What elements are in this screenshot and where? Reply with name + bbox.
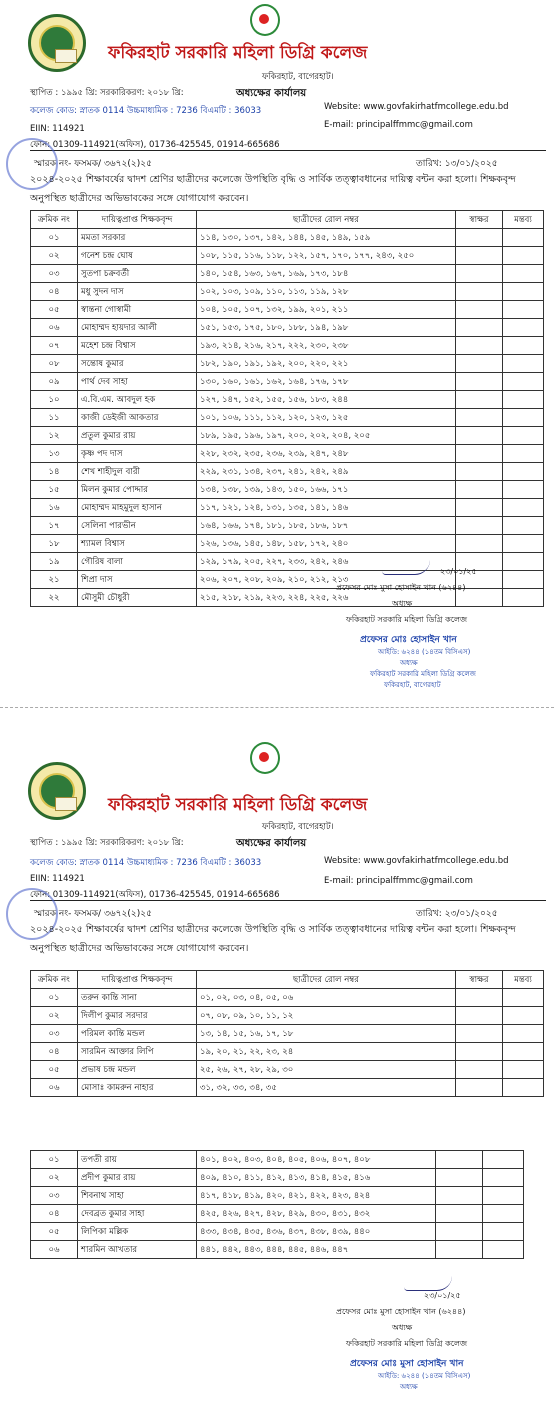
notice-intro: ২০২৪-২০২৫ শিক্ষাবর্ষের দ্বাদশ শ্রেণির ছাত্রীদের কলেজে উপস্থিতি বৃদ্ধি ও সার্বিক তত্ত্বাবধানের দায়িত্ব বন্টন করা হলো। শিক্ষকবৃন্দ অনুপস্থিত ছাত্রীদের অভিভাবকের সঙ্গে যোগাযোগ করবেন। bbox=[30, 174, 516, 204]
cell-signature bbox=[456, 247, 503, 265]
table-body bbox=[31, 229, 544, 607]
cell-signature bbox=[456, 319, 503, 337]
cell-serial: ১২ bbox=[31, 427, 78, 445]
cell-signature bbox=[436, 1223, 483, 1241]
cell-serial: ০৮ bbox=[31, 355, 78, 373]
cell-signature bbox=[456, 481, 503, 499]
signature bbox=[382, 560, 430, 575]
table-row bbox=[31, 1241, 524, 1259]
cell-serial: ০৪ bbox=[31, 1205, 78, 1223]
cell-teacher: সন্তোষ কুমার bbox=[78, 355, 197, 373]
office-label: অধ্যক্ষের কার্যালয় bbox=[236, 88, 307, 99]
table-row bbox=[31, 1061, 544, 1079]
cell-signature bbox=[456, 337, 503, 355]
col-remark: মন্তব্য bbox=[503, 211, 544, 229]
cell-serial: ১৩ bbox=[31, 445, 78, 463]
cell-rolls: ১৫১, ১৫৩, ১৭৫, ১৮০, ১৮৮, ১৯৪, ১৯৮ bbox=[197, 319, 456, 337]
cell-rolls: ১০৮, ১১৫, ১১৬, ১১৮, ১২২, ১৫৭, ১৭০, ১৭৭, ২৪৩, ২৫০ bbox=[197, 247, 456, 265]
cell-serial: ১০ bbox=[31, 391, 78, 409]
cell-serial: ০৩ bbox=[31, 1025, 78, 1043]
cell-signature bbox=[456, 355, 503, 373]
table-body bbox=[31, 989, 544, 1097]
cell-serial: ১৮ bbox=[31, 535, 78, 553]
cell-teacher: শিপ্রা দাস bbox=[78, 571, 197, 589]
cell-signature bbox=[436, 1187, 483, 1205]
cell-signature bbox=[456, 409, 503, 427]
memo-number: স্মারক নং- ফসমক/ ৩৬৭২(২)২৫ bbox=[34, 909, 152, 919]
cell-remark bbox=[503, 445, 544, 463]
table-row bbox=[31, 517, 544, 535]
cell-teacher: শিবনাথ সাহা bbox=[78, 1187, 197, 1205]
col-rolls: ছাত্রীদের রোল নম্বর bbox=[197, 971, 456, 989]
cell-rolls: ৩১, ৩২, ৩৩, ৩৪, ৩৫ bbox=[197, 1079, 456, 1097]
cell-rolls: ৪০৯, ৪১০, ৪১১, ৪১২, ৪১৩, ৪১৪, ৪১৫, ৪১৬ bbox=[197, 1169, 436, 1187]
cell-rolls: ১২৭, ১৪৭, ১৫২, ১৫৫, ১৫৬, ১৮৩, ২৪৪ bbox=[197, 391, 456, 409]
cell-rolls: ৪১৭, ৪১৮, ৪১৯, ৪২০, ৪২১, ৪২২, ৪২৩, ৪২৪ bbox=[197, 1187, 436, 1205]
table-row bbox=[31, 1025, 544, 1043]
table-row bbox=[31, 589, 544, 607]
table-row bbox=[31, 481, 544, 499]
cell-serial: ০৬ bbox=[31, 319, 78, 337]
cell-rolls: ১২৬, ১৩৬, ১৪৫, ১৪৮, ১৫৮, ১৭২, ২৪০ bbox=[197, 535, 456, 553]
cell-teacher: প্রভাষ চন্দ্র মন্ডল bbox=[78, 1061, 197, 1079]
cell-serial: ০২ bbox=[31, 1169, 78, 1187]
cell-rolls: ১৯, ২০, ২১, ২২, ২৩, ২৪ bbox=[197, 1043, 456, 1061]
page-separator bbox=[0, 700, 554, 716]
notice-page-1 bbox=[0, 0, 554, 700]
table-row bbox=[31, 1151, 524, 1169]
cell-teacher: গনেশ চন্দ্র ঘোষ bbox=[78, 247, 197, 265]
cell-remark bbox=[503, 301, 544, 319]
college-codes: কলেজ কোড: স্নাতক 0114 উচ্চমাধ্যমিক : 7236 বিএমটি : 36033 bbox=[30, 858, 262, 868]
cell-signature bbox=[456, 1007, 503, 1025]
cell-signature bbox=[436, 1205, 483, 1223]
cell-serial: ১৪ bbox=[31, 463, 78, 481]
cell-teacher: মধু সুদন দাস bbox=[78, 283, 197, 301]
cell-remark bbox=[503, 373, 544, 391]
cell-signature bbox=[436, 1151, 483, 1169]
cell-remark bbox=[503, 283, 544, 301]
cell-teacher: তরুন কান্তি সানা bbox=[78, 989, 197, 1007]
notice-date: তারিখ: ১৩/০১/২০২৫ bbox=[416, 159, 498, 169]
cell-teacher: শ্যামল বিশ্বাস bbox=[78, 535, 197, 553]
cell-rolls: ২২৯, ২৩১, ১৩৪, ২৩৭, ২৪১, ২৪২, ২৪৯ bbox=[197, 463, 456, 481]
cell-remark bbox=[503, 571, 544, 589]
col-teacher: দায়িত্বপ্রাপ্ত শিক্ষকবৃন্দ bbox=[78, 971, 197, 989]
cell-signature bbox=[456, 535, 503, 553]
cell-remark bbox=[503, 355, 544, 373]
assignment-table bbox=[30, 970, 544, 1097]
table-row bbox=[31, 445, 544, 463]
signatory-org: ফকিরহাট সরকারি মহিলা ডিগ্রি কলেজ bbox=[346, 1339, 468, 1348]
college-logo bbox=[28, 762, 86, 820]
eiin: EIIN: 114921 bbox=[30, 124, 85, 134]
col-rolls: ছাত্রীদের রোল নম্বর bbox=[197, 211, 456, 229]
table-row bbox=[31, 391, 544, 409]
email: E-mail: principalffmmc@gmail.com bbox=[324, 120, 473, 130]
cell-remark bbox=[503, 1061, 544, 1079]
college-name: ফকিরহাট সরকারি মহিলা ডিগ্রি কলেজ bbox=[108, 795, 368, 815]
college-logo bbox=[28, 14, 86, 72]
cell-serial: ০৯ bbox=[31, 373, 78, 391]
cell-teacher: মোসাঃ কামরুন নাহার bbox=[78, 1079, 197, 1097]
cell-remark bbox=[503, 265, 544, 283]
cell-teacher: শারমিন আখতার bbox=[78, 1241, 197, 1259]
seal-line-3: ফকিরহাট সরকারি মহিলা ডিগ্রি কলেজ bbox=[370, 670, 476, 678]
cell-teacher: প্রদীপ কুমার রায় bbox=[78, 1169, 197, 1187]
table-row bbox=[31, 1007, 544, 1025]
cell-remark bbox=[503, 499, 544, 517]
cell-serial: ১১ bbox=[31, 409, 78, 427]
table-row bbox=[31, 1079, 544, 1097]
cell-teacher: পার্থ দেব সাহা bbox=[78, 373, 197, 391]
cell-signature bbox=[456, 463, 503, 481]
table-row bbox=[31, 427, 544, 445]
seal-line-1: আইডি: ৬২৪৪ (১৪তম বিসিএস) bbox=[378, 1372, 471, 1380]
table-row bbox=[31, 355, 544, 373]
cell-remark bbox=[503, 989, 544, 1007]
cell-teacher: দিলীপ কুমার সরদার bbox=[78, 1007, 197, 1025]
table-row bbox=[31, 1169, 524, 1187]
cell-rolls: ১৯৩, ২১৪, ২১৬, ২১৭, ২২২, ২৩০, ২৩৮ bbox=[197, 337, 456, 355]
header-divider bbox=[30, 900, 546, 901]
signatory-org: ফকিরহাট সরকারি মহিলা ডিগ্রি কলেজ bbox=[346, 615, 468, 624]
assignment-table-extra bbox=[30, 1150, 524, 1259]
cell-teacher: কৃষ্ণ পদ দাস bbox=[78, 445, 197, 463]
table-row bbox=[31, 1205, 524, 1223]
cell-rolls: ১৮২, ১৯০, ১৯১, ১৯২, ২০০, ২২০, ২২১ bbox=[197, 355, 456, 373]
cell-rolls: ১১৭, ১২১, ১২৪, ১৩১, ১৩৫, ১৪১, ১৪৬ bbox=[197, 499, 456, 517]
cell-rolls: ১০১, ১০৬, ১১১, ১১২, ১২০, ১২৩, ১২৫ bbox=[197, 409, 456, 427]
cell-signature bbox=[456, 229, 503, 247]
col-remark: মন্তব্য bbox=[503, 971, 544, 989]
memo-number: স্মারক নং- ফসমক/ ৩৬৭২(২)২৫ bbox=[34, 159, 152, 169]
cell-remark bbox=[483, 1169, 524, 1187]
government-emblem bbox=[250, 4, 280, 36]
col-sign: স্বাক্ষর bbox=[456, 211, 503, 229]
cell-rolls: ৪২৫, ৪২৬, ৪২৭, ৪২৮, ৪২৯, ৪৩০, ৪৩১, ৪৩২ bbox=[197, 1205, 436, 1223]
cell-serial: ২১ bbox=[31, 571, 78, 589]
college-name: ফকিরহাট সরকারি মহিলা ডিগ্রি কলেজ bbox=[108, 43, 368, 63]
cell-rolls: ১৩৪, ১৩৮, ১৩৯, ১৪৩, ১৫০, ১৬৬, ১৭১ bbox=[197, 481, 456, 499]
header-divider bbox=[30, 150, 546, 151]
cell-serial: ০৭ bbox=[31, 337, 78, 355]
cell-teacher: মমতা সরকার bbox=[78, 229, 197, 247]
college-location: ফকিরহাট, বাগেরহাট। bbox=[262, 822, 334, 832]
col-sign: স্বাক্ষর bbox=[456, 971, 503, 989]
phone: ফোন: 01309-114921(অফিস), 01736-425545, 01914-665686 bbox=[30, 140, 280, 150]
established-info: স্থাপিত : ১৯৯৫ খ্রি: সরকারিকরণ: ২০১৮ খ্রি: bbox=[30, 88, 184, 98]
cell-remark bbox=[503, 463, 544, 481]
signature bbox=[404, 1276, 452, 1291]
signature-date: ২৩/০১/২৫ bbox=[424, 1291, 461, 1300]
seal-line-2: অধ্যক্ষ bbox=[400, 1383, 418, 1391]
signatory-title: অধ্যক্ষ bbox=[392, 599, 413, 608]
cell-remark bbox=[503, 229, 544, 247]
cell-remark bbox=[503, 1043, 544, 1061]
cell-serial: ২২ bbox=[31, 589, 78, 607]
cell-serial: ০৩ bbox=[31, 1187, 78, 1205]
table-row bbox=[31, 1043, 544, 1061]
cell-teacher: মোহাম্মদ হায়দার আলী bbox=[78, 319, 197, 337]
cell-teacher: এ.বি.এম. আবদুল হক bbox=[78, 391, 197, 409]
cell-signature bbox=[456, 301, 503, 319]
cell-rolls: ১৩০, ১৬০, ১৬১, ১৬২, ১৬৪, ১৭৬, ১৭৮ bbox=[197, 373, 456, 391]
cell-serial: ০২ bbox=[31, 247, 78, 265]
cell-remark bbox=[503, 1007, 544, 1025]
cell-signature bbox=[456, 1025, 503, 1043]
seal-line-2: অধ্যক্ষ bbox=[400, 659, 418, 667]
cell-rolls: ১১৪, ১৩০, ১৩৭, ১৪২, ১৪৪, ১৪৫, ১৪৯, ১৫৯ bbox=[197, 229, 456, 247]
cell-remark bbox=[503, 481, 544, 499]
cell-remark bbox=[483, 1205, 524, 1223]
cell-signature bbox=[456, 499, 503, 517]
table-header-row bbox=[31, 971, 544, 989]
cell-rolls: ৪৩৩, ৪৩৪, ৪৩৫, ৪৩৬, ৪৩৭, ৪৩৮, ৪৩৯, ৪৪০ bbox=[197, 1223, 436, 1241]
cell-serial: ০২ bbox=[31, 1007, 78, 1025]
cell-teacher: দেবব্রত কুমার সাহা bbox=[78, 1205, 197, 1223]
cell-rolls: ০১, ০২, ০৩, ০৪, ০৫, ০৬ bbox=[197, 989, 456, 1007]
cell-remark bbox=[503, 247, 544, 265]
cell-signature bbox=[456, 1043, 503, 1061]
cell-teacher: মিলন কুমার পোদ্দার bbox=[78, 481, 197, 499]
website: Website: www.govfakirhatfmcollege.edu.bd bbox=[324, 856, 509, 866]
table-row bbox=[31, 301, 544, 319]
cell-remark bbox=[503, 337, 544, 355]
cell-serial: ১৯ bbox=[31, 553, 78, 571]
cell-serial: ১৭ bbox=[31, 517, 78, 535]
eiin: EIIN: 114921 bbox=[30, 874, 85, 884]
signature-date: ২৩/০১/২৫ bbox=[440, 567, 477, 576]
cell-signature bbox=[456, 283, 503, 301]
table-row bbox=[31, 989, 544, 1007]
signatory-name: প্রফেসর মোঃ মুসা হোসাইন খান (৬২৪৪) bbox=[336, 583, 466, 592]
cell-teacher: মোহাম্মদ মাহমুদুল হাসান bbox=[78, 499, 197, 517]
table-row bbox=[31, 283, 544, 301]
cell-signature bbox=[456, 1061, 503, 1079]
notice-intro: ২০২৪-২০২৫ শিক্ষাবর্ষের দ্বাদশ শ্রেণির ছাত্রীদের কলেজে উপস্থিতি বৃদ্ধি ও সার্বিক তত্ত্বাবধানের দায়িত্ব বন্টন করা হলো। শিক্ষকবৃন্দ অনুপস্থিত ছাত্রীদের অভিভাবকের সঙ্গে যোগাযোগ করবেন। bbox=[30, 924, 516, 954]
cell-signature bbox=[456, 989, 503, 1007]
table-row bbox=[31, 247, 544, 265]
cell-rolls: ১৮৯, ১৯৫, ১৯৬, ১৯৭, ২০০, ২০২, ২০৪, ২০৫ bbox=[197, 427, 456, 445]
cell-teacher: পরিমল কান্তি মন্ডল bbox=[78, 1025, 197, 1043]
assignment-table bbox=[30, 210, 544, 607]
table-row bbox=[31, 535, 544, 553]
cell-serial: ০৫ bbox=[31, 1061, 78, 1079]
established-info: স্থাপিত : ১৯৯৫ খ্রি: সরকারিকরণ: ২০১৮ খ্রি: bbox=[30, 838, 184, 848]
cell-signature bbox=[456, 427, 503, 445]
cell-serial: ০৩ bbox=[31, 265, 78, 283]
cell-teacher: সারমিন আক্তার লিপি bbox=[78, 1043, 197, 1061]
col-serial: ক্রমিক নং bbox=[31, 971, 78, 989]
cell-teacher: তপতী রায় bbox=[78, 1151, 197, 1169]
table-row bbox=[31, 1223, 524, 1241]
cell-remark bbox=[503, 589, 544, 607]
cell-remark bbox=[503, 535, 544, 553]
table-row bbox=[31, 373, 544, 391]
cell-teacher: স্বান্তনা গোস্বামী bbox=[78, 301, 197, 319]
seal-name: প্রফেসর মোঃ মুসা হোসাইন খান bbox=[350, 1359, 464, 1369]
table-row bbox=[31, 463, 544, 481]
cell-serial: ১৬ bbox=[31, 499, 78, 517]
cell-remark bbox=[503, 427, 544, 445]
cell-rolls: ২৫, ২৬, ২৭, ২৮, ২৯, ৩০ bbox=[197, 1061, 456, 1079]
cell-rolls: ৪০১, ৪০২, ৪০৩, ৪০৪, ৪০৫, ৪০৬, ৪০৭, ৪০৮ bbox=[197, 1151, 436, 1169]
cell-signature bbox=[456, 391, 503, 409]
cell-rolls: ১৬৪, ১৬৬, ১৭৪, ১৮১, ১৮৫, ১৮৬, ১৮৭ bbox=[197, 517, 456, 535]
cell-remark bbox=[503, 391, 544, 409]
government-emblem bbox=[250, 742, 280, 774]
cell-signature bbox=[456, 1079, 503, 1097]
college-location: ফকিরহাট, বাগেরহাট। bbox=[262, 72, 334, 82]
cell-signature bbox=[436, 1241, 483, 1259]
cell-serial: ০৪ bbox=[31, 283, 78, 301]
cell-remark bbox=[483, 1241, 524, 1259]
seal-line-1: আইডি: ৬২৪৪ (১৪তম বিসিএস) bbox=[378, 648, 471, 656]
table-body bbox=[31, 1151, 524, 1259]
seal-line-4: ফকিরহাট, বাগেরহাট bbox=[384, 681, 441, 689]
cell-remark bbox=[503, 553, 544, 571]
cell-serial: ০১ bbox=[31, 229, 78, 247]
signatory-title: অধ্যক্ষ bbox=[392, 1323, 413, 1332]
table-row bbox=[31, 265, 544, 283]
cell-rolls: ৪৪১, ৪৪২, ৪৪৩, ৪৪৪, ৪৪৫, ৪৪৬, ৪৪৭ bbox=[197, 1241, 436, 1259]
cell-rolls: ১০২, ১০৩, ১০৯, ১১০, ১১৩, ১১৯, ১২৮ bbox=[197, 283, 456, 301]
cell-rolls: ১৪০, ১৫৪, ১৬৩, ১৬৭, ১৬৯, ১৭৩, ১৮৪ bbox=[197, 265, 456, 283]
table-row bbox=[31, 1187, 524, 1205]
cell-serial: ০৬ bbox=[31, 1241, 78, 1259]
cell-remark bbox=[503, 1079, 544, 1097]
cell-teacher: শেখ শাহীদুল বারী bbox=[78, 463, 197, 481]
cell-signature bbox=[456, 445, 503, 463]
cell-teacher: মহেশ চন্দ্র বিশ্বাস bbox=[78, 337, 197, 355]
cell-signature bbox=[436, 1169, 483, 1187]
cell-serial: ১৫ bbox=[31, 481, 78, 499]
cell-serial: ০৫ bbox=[31, 301, 78, 319]
col-serial: ক্রমিক নং bbox=[31, 211, 78, 229]
notice-date: তারিখ: ২৩/০১/২০২৫ bbox=[416, 909, 498, 919]
cell-rolls: ১২৯, ১৭৯, ২০৫, ২২৭, ২৩৩, ২৪২, ২৪৬ bbox=[197, 553, 456, 571]
cell-rolls: ২০৬, ২০৭, ২০৮, ২০৯, ২১০, ২১২, ২১৩ bbox=[197, 571, 456, 589]
cell-serial: ০৬ bbox=[31, 1079, 78, 1097]
email: E-mail: principalffmmc@gmail.com bbox=[324, 876, 473, 886]
notice-page-2 bbox=[0, 716, 554, 1412]
cell-teacher: প্রতুল কুমার রায় bbox=[78, 427, 197, 445]
cell-signature bbox=[456, 265, 503, 283]
college-codes: কলেজ কোড: স্নাতক 0114 উচ্চমাধ্যমিক : 7236 বিএমটি : 36033 bbox=[30, 106, 262, 116]
cell-rolls: ১৩, ১৪, ১৫, ১৬, ১৭, ১৮ bbox=[197, 1025, 456, 1043]
cell-serial: ০১ bbox=[31, 1151, 78, 1169]
cell-remark bbox=[503, 517, 544, 535]
cell-serial: ০৪ bbox=[31, 1043, 78, 1061]
cell-rolls: ১০৪, ১০৫, ১০৭, ১৩২, ১৯৯, ২০১, ২১১ bbox=[197, 301, 456, 319]
cell-teacher: লিপিকা মল্লিক bbox=[78, 1223, 197, 1241]
cell-rolls: ২২৮, ২৩২, ২৩৫, ২৩৬, ২৩৯, ২৪৭, ২৪৮ bbox=[197, 445, 456, 463]
table-header-row bbox=[31, 211, 544, 229]
table-row bbox=[31, 229, 544, 247]
cell-teacher: কাজী ডেইজী আকতার bbox=[78, 409, 197, 427]
cell-remark bbox=[483, 1187, 524, 1205]
table-row bbox=[31, 499, 544, 517]
website: Website: www.govfakirhatfmcollege.edu.bd bbox=[324, 102, 509, 112]
seal-name: প্রফেসর মোঃ হোসাইন খান bbox=[360, 635, 457, 645]
cell-remark bbox=[503, 409, 544, 427]
cell-teacher: গৌরিষ বালা bbox=[78, 553, 197, 571]
cell-teacher: মৌসুমী চৌধুরী bbox=[78, 589, 197, 607]
cell-signature bbox=[456, 373, 503, 391]
table-row bbox=[31, 337, 544, 355]
cell-remark bbox=[503, 319, 544, 337]
cell-teacher: সেলিনা পারভীন bbox=[78, 517, 197, 535]
cell-serial: ০১ bbox=[31, 989, 78, 1007]
table-row bbox=[31, 319, 544, 337]
cell-remark bbox=[483, 1151, 524, 1169]
signatory-name: প্রফেসর মোঃ মুসা হোসাইন খান (৬২৪৪) bbox=[336, 1307, 466, 1316]
cell-rolls: ০৭, ০৮, ০৯, ১০, ১১, ১২ bbox=[197, 1007, 456, 1025]
cell-teacher: সুতপা চক্রবর্তী bbox=[78, 265, 197, 283]
cell-remark bbox=[503, 1025, 544, 1043]
table-row bbox=[31, 409, 544, 427]
col-teacher: দায়িত্বপ্রাপ্ত শিক্ষকবৃন্দ bbox=[78, 211, 197, 229]
cell-remark bbox=[483, 1223, 524, 1241]
cell-signature bbox=[456, 517, 503, 535]
phone: ফোন: 01309-114921(অফিস), 01736-425545, 01914-665686 bbox=[30, 890, 280, 900]
office-label: অধ্যক্ষের কার্যালয় bbox=[236, 838, 307, 849]
cell-serial: ০৫ bbox=[31, 1223, 78, 1241]
cell-rolls: ২১৫, ২১৮, ২১৯, ২২৩, ২২৪, ২২৫, ২২৬ bbox=[197, 589, 456, 607]
